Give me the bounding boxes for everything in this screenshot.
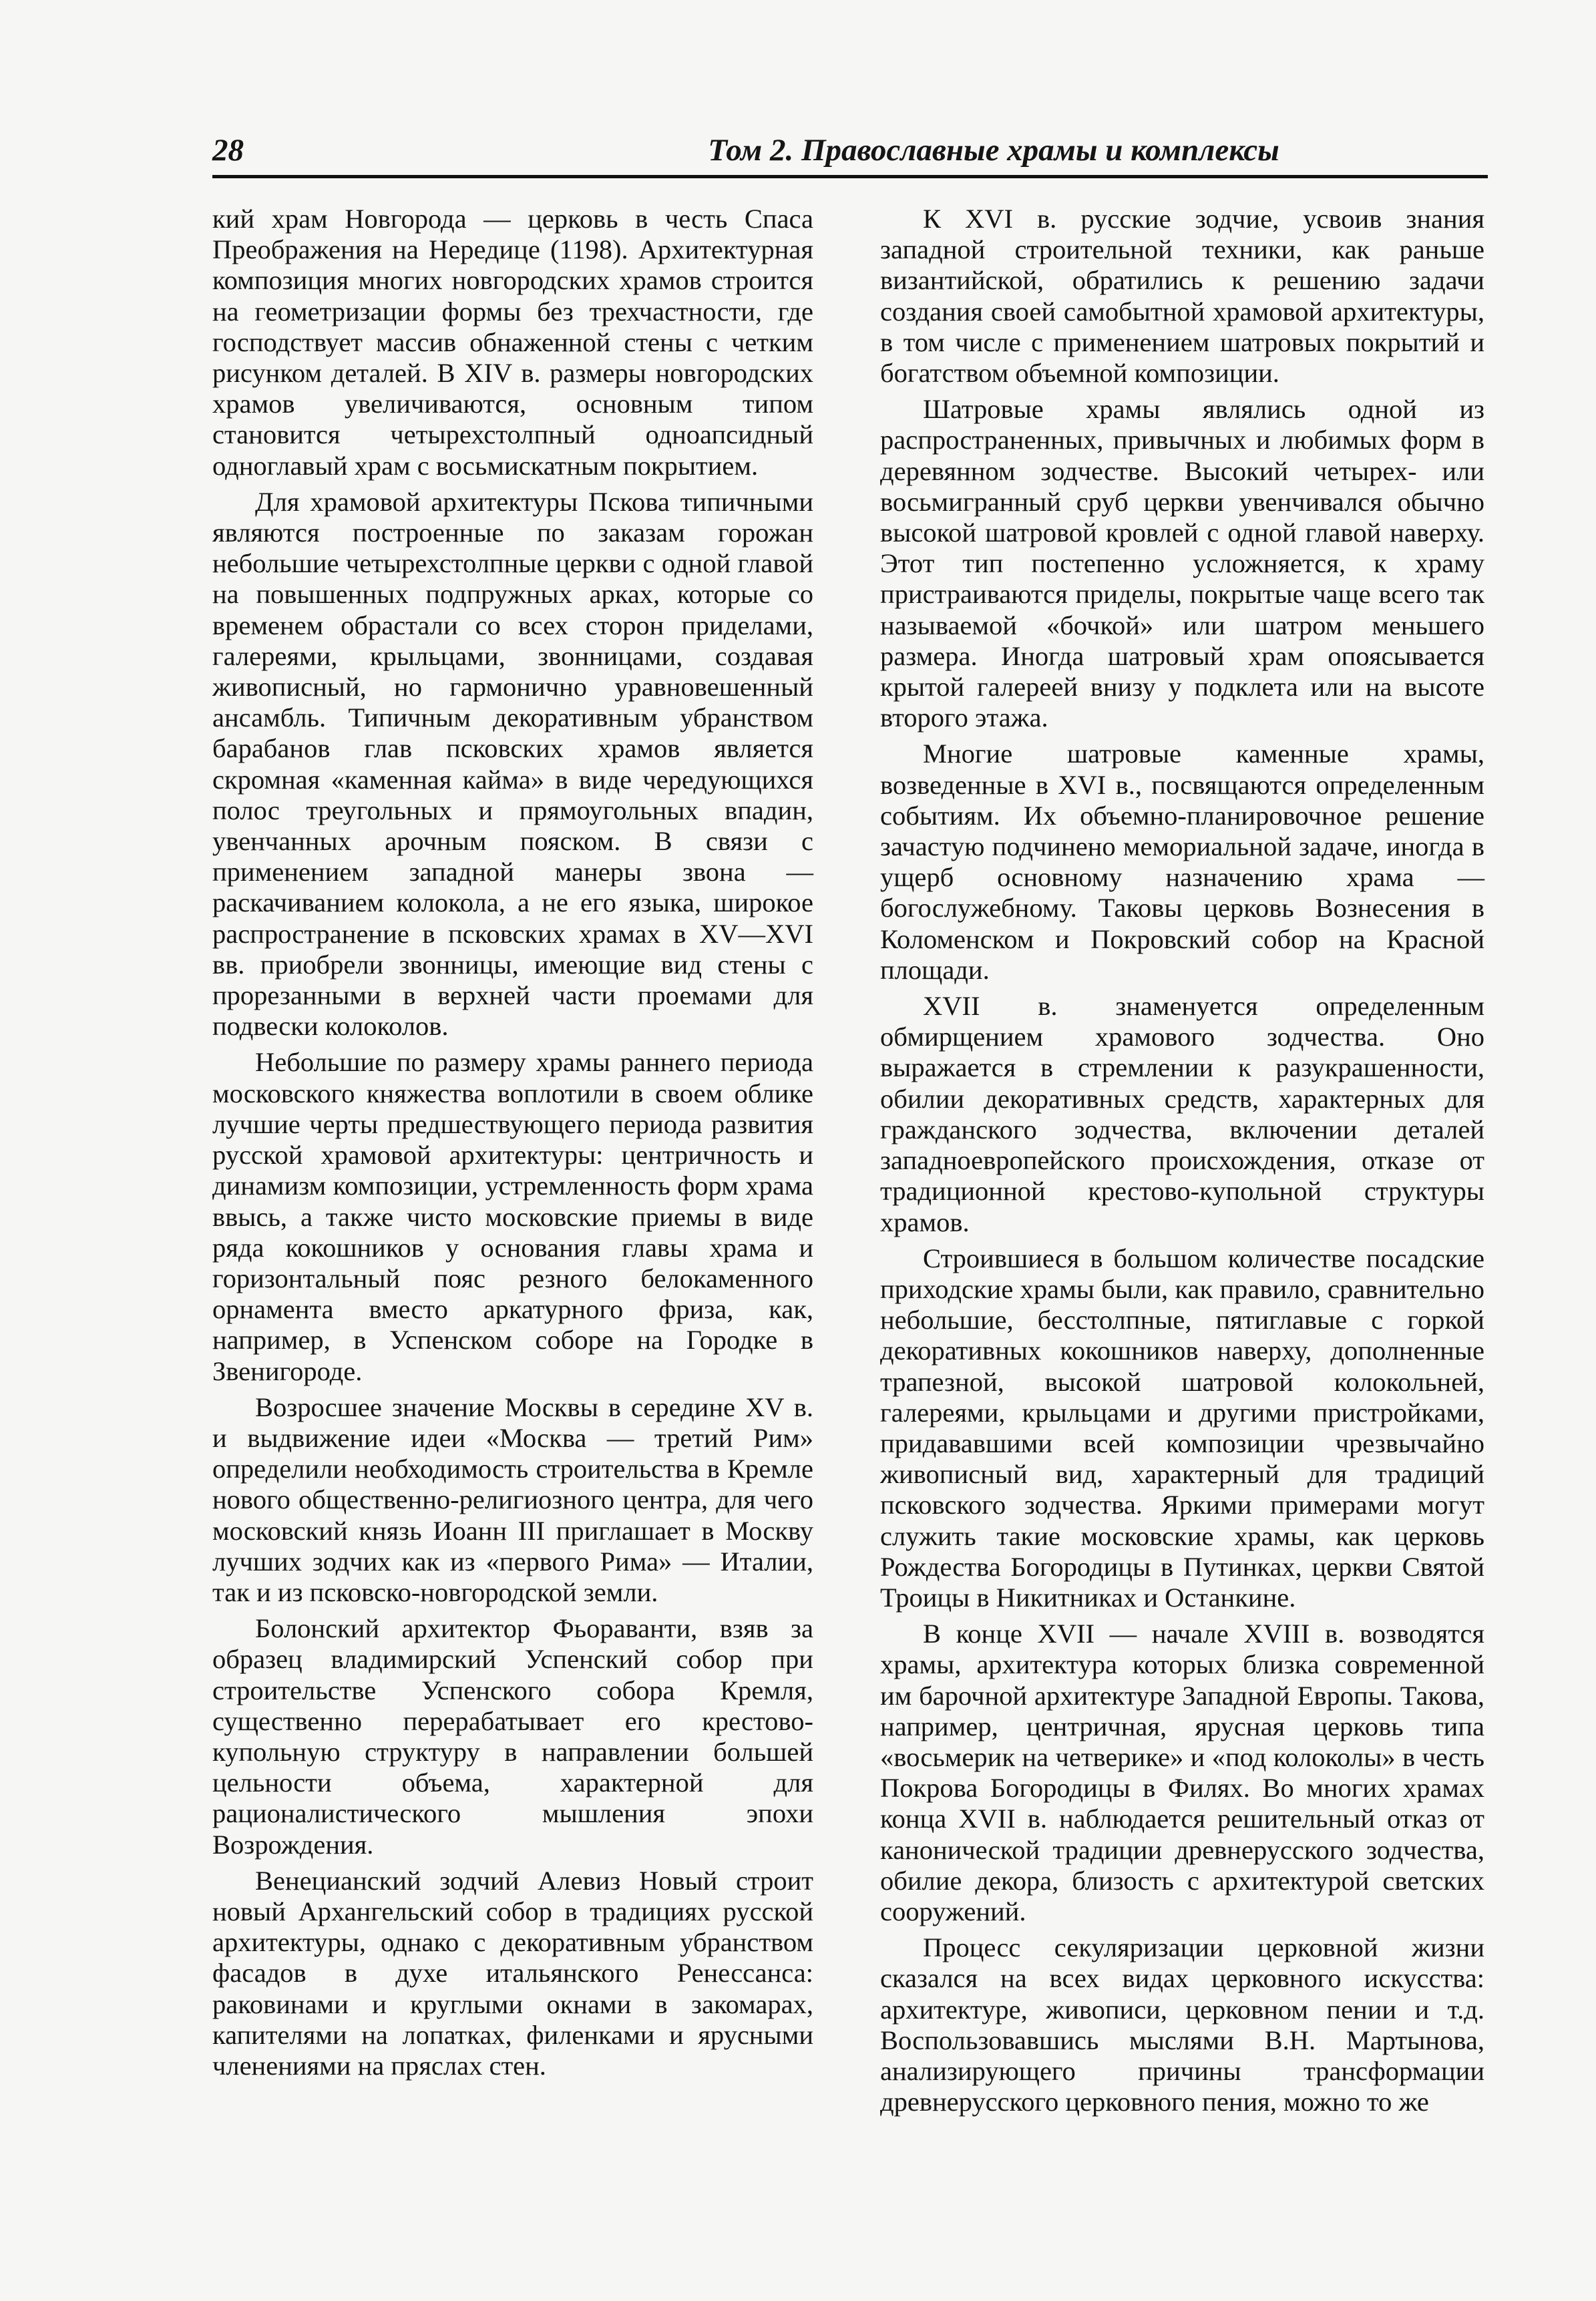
paragraph: Шатровые храмы являлись одной из распространенных, привычных и любимых форм в деревянном зодчестве. Высокий четырех- или восьмигранный сруб церкви увенчивался обычно высокой шатровой кровлей с одной главой наверху. Этот тип постепенно усложняется, к храму пристраиваются приделы, покрытые чаще всего так называемой «бочкой» или шатром меньшего размера. Иногда шатровый храм опоясывается крытой галереей внизу у подклета или на высоте второго этажа.	[880, 394, 1484, 733]
paragraph: Процесс секуляризации церковной жизни сказался на всех видах церковного искусства: архитектуре, живописи, церковном пении и т.д. Воспользовавшись мыслями В.Н. Мартынова, анализирующего причины трансформации древнерусского церковного пения, можно то же	[880, 1932, 1484, 2117]
paragraph: Строившиеся в большом количестве посадские приходские храмы были, как правило, сравнительно небольшие, бесстолпные, пятиглавые с горкой декоративных кокошников наверху, дополненные трапезной, высокой шатровой колокольней, галереями, крыльцами и другими пристройками, придававшими всей композиции чрезвычайно живописный вид, характерный для традиций псковского зодчества. Яркими примерами могут служить такие московские храмы, как церковь Рождества Богородицы в Путинках, церкви Святой Троицы в Никитниках и Останкине.	[880, 1243, 1484, 1613]
paragraph: Возросшее значение Москвы в середине XV в. и выдвижение идеи «Москва — третий Рим» определили необходимость строительства в Кремле нового общественно-религиозного центра, для чего московский князь Иоанн III приглашает в Москву лучших зодчих как из «первого Рима» — Италии, так и из псковско-новгородской земли.	[212, 1392, 813, 1607]
paragraph: Болонский архитектор Фьораванти, взяв за образец владимирский Успенский собор при строительстве Успенского собора Кремля, существенно перерабатывает его крестово-купольную структуру в направлении большей цельности объема, характерной для рационалистического мышления эпохи Возрождения.	[212, 1613, 813, 1860]
right-column	[880, 204, 1484, 2247]
paragraph: XVII в. знаменуется определенным обмирщением храмового зодчества. Оно выражается в стремлении к разукрашенности, обилии декоративных средств, характерных для гражданского зодчества, включении деталей западноевропейского происхождения, отказе от традиционной крестово-купольной структуры храмов.	[880, 991, 1484, 1237]
paragraph: Венецианский зодчий Алевиз Новый строит новый Архангельский собор в традициях русской архитектуры, однако с декоративным убранством фасадов в духе итальянского Ренессанса: раковинами и круглыми окнами в закомарах, капителями на лопатках, филенками и ярусными членениями на пряслах стен.	[212, 1865, 813, 2081]
page-number: 28	[212, 133, 244, 168]
header-rule	[212, 175, 1488, 178]
paragraph: В конце XVII — начале XVIII в. возводятся храмы, архитектура которых близка современной им барочной архитектуре Западной Европы. Такова, например, центричная, ярусная церковь типа «восьмерик на четверике» и «под колоколы» в честь Покрова Богородицы в Филях. Во многих храмах конца XVII в. наблюдается решительный отказ от канонической традиции древнерусского зодчества, обилие декора, близость с архитектурой светских сооружений.	[880, 1619, 1484, 1926]
paragraph: Для храмовой архитектуры Пскова типичными являются построенные по заказам горожан небольшие четырехстолпные церкви с одной главой на повышенных подпружных арках, которые со временем обрастали со всех сторон приделами, галереями, крыльцами, звонницами, создавая живописный, но гармонично уравновешенный ансамбль. Типичным декоративным убранством барабанов глав псковских храмов является скромная «каменная кайма» в виде чередующихся полос треугольных и прямоугольных впадин, увенчанных арочным пояском. В связи с применением западной манеры звона — раскачиванием колокола, а не его языка, широкое распространение в псковских храмах в XV—XVI вв. приобрели звонницы, имеющие вид стены с прорезанными в верхней части проемами для подвески колоколов.	[212, 486, 813, 1042]
page-header	[212, 131, 1488, 175]
running-title: Том 2. Православные храмы и комплексы	[708, 133, 1279, 168]
paragraph: Многие шатровые каменные храмы, возведенные в XVI в., посвящаются определенным событиям. Их объемно-планировочное решение зачастую подчинено мемориальной задаче, иногда в ущерб основному назначению храма — богослужебному. Таковы церковь Вознесения в Коломенском и Покровский собор на Красной площади.	[880, 739, 1484, 985]
paragraph: К XVI в. русские зодчие, усвоив знания западной строительной техники, как раньше византийской, обратились к решению задачи создания своей самобытной храмовой архитектуры, в том числе с применением шатровых покрытий и богатством объемной композиции.	[880, 204, 1484, 389]
paragraph: Небольшие по размеру храмы раннего периода московского княжества воплотили в своем облике лучшие черты предшествующего периода развития русской храмовой архитектуры: центричность и динамизм композиции, устремленность форм храма ввысь, а также чисто московские приемы в виде ряда кокошников у основания главы храма и горизонтальный пояс резного белокаменного орнамента вместо аркатурного фриза, как, например, в Успенском соборе на Городке в Звенигороде.	[212, 1047, 813, 1386]
left-column	[212, 204, 813, 2247]
paragraph: кий храм Новгорода — церковь в честь Спаса Преображения на Нередице (1198). Архитектурная композиция многих новгородских храмов строится на геометризации формы без трехчастности, где господствует массив обнаженной стены с четким рисунком деталей. В XIV в. размеры новгородских храмов увеличиваются, основным типом становится четырехстолпный одноапсидный одноглавый храм с восьмискатным покрытием.	[212, 204, 813, 481]
